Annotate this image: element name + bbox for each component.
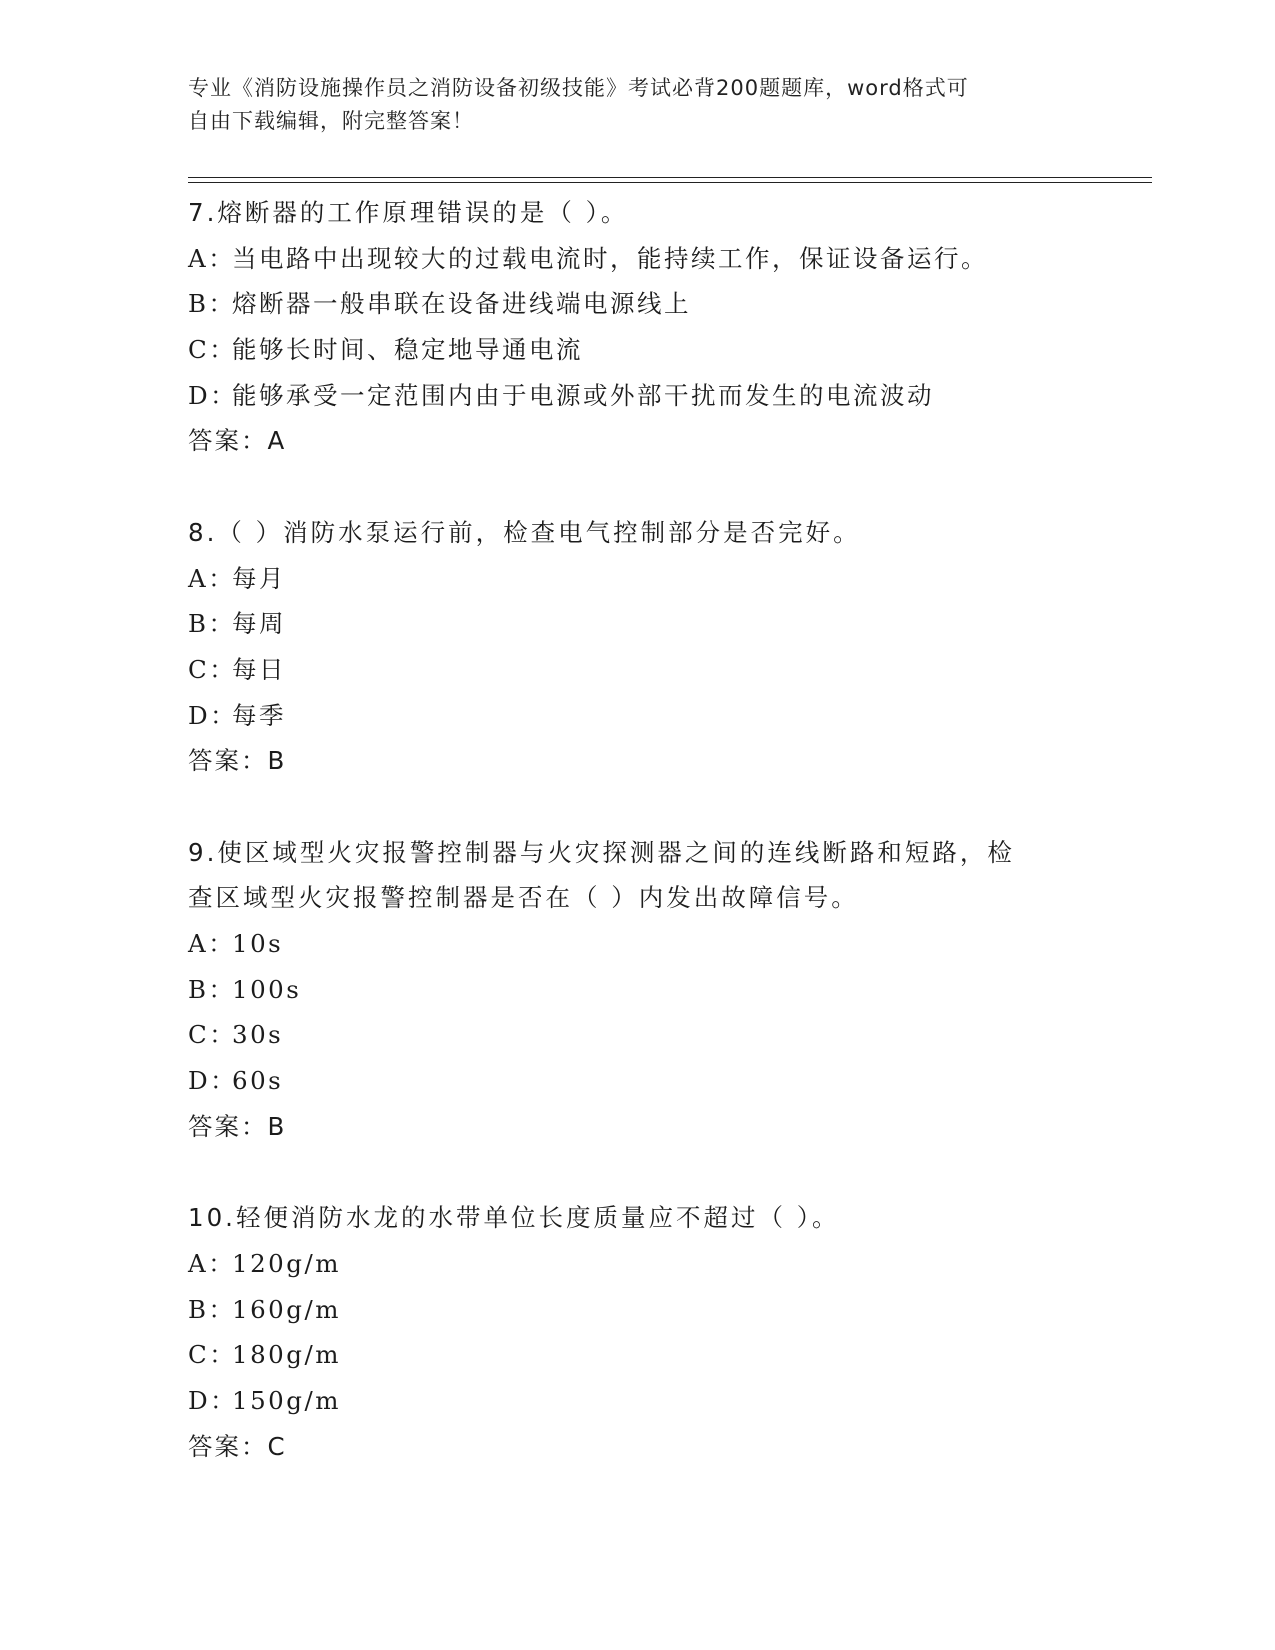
question-stem: 8.（ ）消防水泵运行前，检查电气控制部分是否完好。: [188, 517, 861, 547]
option-b: [188, 1287, 1088, 1333]
question-stem: 7.熔断器的工作原理错误的是（ ）。: [188, 198, 629, 227]
option-key: C：: [188, 335, 237, 365]
option-c: [188, 1332, 1088, 1378]
option-text: 能够长时间、稳定地导通电流: [232, 335, 583, 365]
option-text: 每月: [232, 563, 286, 593]
question-stem: 查区域型火灾报警控制器是否在（ ）内发出故障信号。: [188, 883, 859, 913]
header-divider: [188, 182, 1152, 183]
option-d: [188, 693, 1088, 739]
answer-line: 答案：B: [188, 746, 287, 776]
answer-line: 答案：C: [188, 1431, 287, 1461]
option-text: 每周: [232, 609, 286, 639]
question-list: [188, 190, 1088, 1469]
header-divider: [188, 177, 1152, 178]
option-a: [188, 1241, 1088, 1287]
option-key: C：: [188, 654, 237, 684]
option-d: [188, 373, 1088, 419]
option-key: D：: [188, 700, 238, 730]
option-a: [188, 556, 1088, 602]
option-text: 120g/m: [232, 1248, 341, 1278]
question-block: [188, 510, 1088, 784]
document-header: [188, 72, 1078, 138]
question-stem: 9.使区域型火灾报警控制器与火灾探测器之间的连线断路和短路，检: [188, 837, 1015, 867]
answer-line: 答案：A: [188, 426, 287, 456]
option-c: [188, 1012, 1088, 1058]
option-key: A：: [188, 563, 236, 593]
option-text: 每季: [232, 700, 286, 730]
option-key: B：: [188, 609, 236, 639]
option-key: B：: [188, 974, 236, 1004]
option-key: B：: [188, 289, 236, 319]
option-key: D：: [188, 1066, 238, 1096]
option-key: A：: [188, 1248, 236, 1278]
option-key: D：: [188, 380, 238, 410]
option-key: C：: [188, 1020, 237, 1050]
option-b: [188, 281, 1088, 327]
option-text: 180g/m: [232, 1340, 341, 1370]
option-text: 150g/m: [232, 1385, 341, 1415]
option-c: [188, 327, 1088, 373]
option-c: [188, 647, 1088, 693]
spacer: [188, 784, 1088, 830]
answer-line: 答案：B: [188, 1111, 287, 1141]
option-text: 熔断器一般串联在设备进线端电源线上: [232, 289, 691, 319]
option-text: 10s: [232, 929, 284, 958]
header-line: 专业《消防设施操作员之消防设备初级技能》考试必背200题题库，word格式可: [188, 76, 969, 100]
option-a: [188, 921, 1088, 967]
option-text: 30s: [232, 1020, 284, 1050]
question-stem: 10.轻便消防水龙的水带单位长度质量应不超过（ ）。: [188, 1203, 840, 1233]
option-a: [188, 236, 1088, 282]
question-block: [188, 190, 1088, 464]
option-d: [188, 1058, 1088, 1104]
question-block: [188, 1195, 1088, 1469]
question-block: [188, 830, 1088, 1150]
option-text: 能够承受一定范围内由于电源或外部干扰而发生的电流波动: [232, 380, 934, 410]
option-d: [188, 1378, 1088, 1424]
option-key: C：: [188, 1340, 237, 1370]
option-text: 100s: [232, 974, 302, 1004]
option-b: [188, 967, 1088, 1013]
option-text: 160g/m: [232, 1294, 341, 1324]
spacer: [188, 1149, 1088, 1195]
option-text: 每日: [232, 654, 286, 684]
header-line: 自由下载编辑，附完整答案！: [188, 109, 474, 133]
option-key: A：: [188, 243, 236, 273]
option-b: [188, 601, 1088, 647]
option-key: B：: [188, 1294, 236, 1324]
option-text: 当电路中出现较大的过载电流时，能持续工作，保证设备运行。: [232, 243, 988, 273]
option-key: D：: [188, 1385, 238, 1415]
option-key: A：: [188, 929, 236, 958]
spacer: [188, 464, 1088, 510]
option-text: 60s: [232, 1066, 284, 1096]
